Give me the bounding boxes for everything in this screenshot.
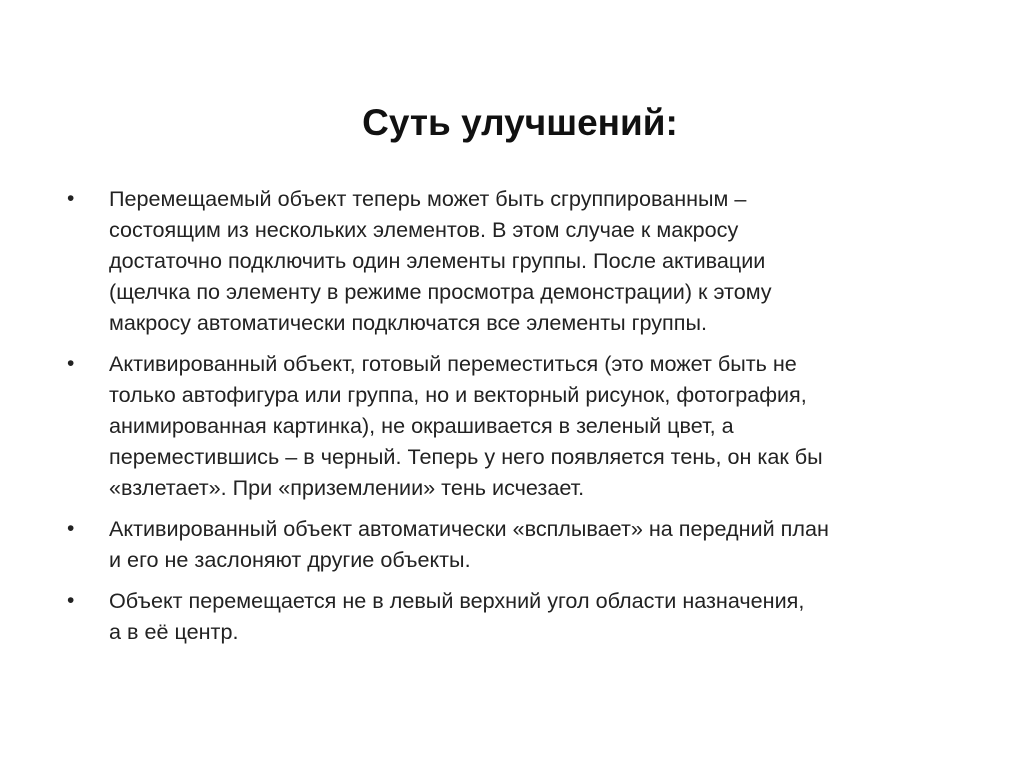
bullet-icon: •: [67, 517, 75, 540]
bullet-item-1: [62, 183, 967, 338]
bullet-text-2: Активированный объект, готовый переместиться (это может быть не только автофигура или группа, но и векторный рисунок, фотография, анимированная картинка), не окрашивается в зеленый цвет, а переместившись – в черный. Теперь у него появляется тень, он как бы «взлетает». При «приземлении» тень исчезает.: [109, 351, 823, 500]
slide-title: Суть улучшений:: [362, 102, 678, 143]
bullet-icon: •: [67, 187, 75, 210]
bullet-text-3: Активированный объект автоматически «всплывает» на передний план и его не заслоняют другие объекты.: [109, 516, 829, 572]
bullet-text-1: Перемещаемый объект теперь может быть сгруппированным – состоящим из нескольких элементов. В этом случае к макросу достаточно подключить один элементы группы. После активации (щелчка по элементу в режиме просмотра демонстрации) к этому макросу автоматически подключатся все элементы группы.: [109, 186, 772, 335]
bullet-item-2: [62, 348, 967, 503]
bullet-text-4: Объект перемещается не в левый верхний угол области назначения, а в её центр.: [109, 588, 805, 644]
bullet-icon: •: [67, 352, 75, 375]
bullet-list: [62, 183, 967, 657]
bullet-item-3: [62, 513, 967, 575]
bullet-item-4: [62, 585, 967, 647]
bullet-icon: •: [67, 589, 75, 612]
